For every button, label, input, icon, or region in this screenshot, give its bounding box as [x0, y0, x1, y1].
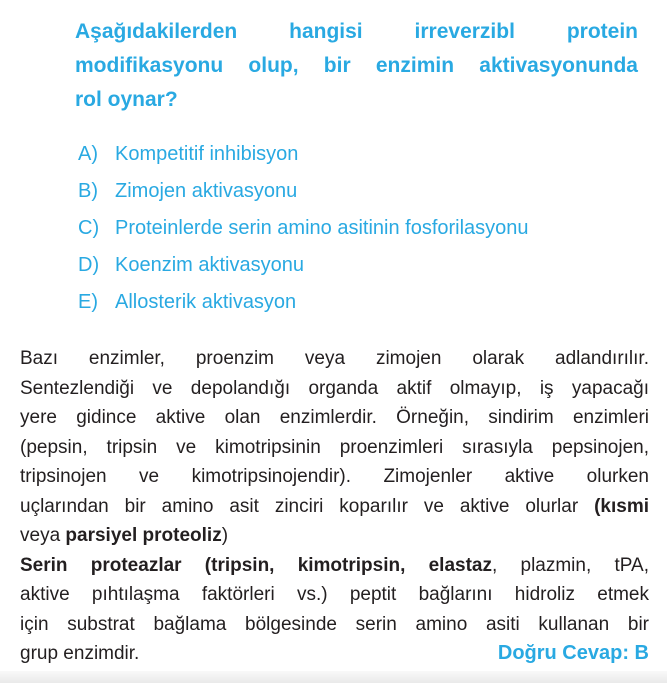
text-line: Serin proteazlar (tripsin, kimotripsin, elastaz, plazmin, tPA, — [20, 554, 649, 576]
correct-answer-label: Doğru Cevap: B — [497, 642, 649, 664]
question-block — [75, 15, 638, 321]
explanation-block — [20, 344, 649, 669]
explanation-last-words: grup enzimdir. — [20, 643, 140, 664]
text-line: Aşağıdakilerden hangisi irreverzibl protein — [75, 20, 638, 43]
option-label: Proteinlerde serin amino asitinin fosforilasyonu — [115, 217, 529, 239]
explanation-final-line — [20, 639, 649, 669]
option-label: Allosterik aktivasyon — [115, 291, 297, 313]
page-bottom-strip — [0, 671, 667, 683]
explanation-text — [20, 344, 649, 639]
options-list — [78, 136, 638, 321]
option-letter: E) — [78, 291, 98, 313]
question-text — [75, 15, 638, 117]
text-line: yere gidince aktive olan enzimlerdir. Örneğin, sindirim enzimleri — [20, 407, 649, 428]
text-line: için substrat bağlama bölgesinde serin amino asiti kullanan bir — [20, 613, 649, 635]
answer-option — [78, 173, 638, 210]
answer-option — [78, 247, 638, 284]
option-label: Kompetitif inhibisyon — [115, 143, 299, 165]
text-line: Bazı enzimler, proenzim veya zimojen olarak adlandırılır. — [20, 348, 649, 369]
option-letter: D) — [78, 254, 100, 276]
text-line: uçlarından bir amino asit zinciri koparılır ve aktive olurlar (kısmi — [20, 495, 649, 517]
answer-option — [78, 136, 638, 173]
option-letter: A) — [78, 143, 98, 165]
text-line: tripsinojen ve kimotripsinojendir). Zimojenler aktive olurken — [20, 466, 649, 487]
answer-option — [78, 210, 638, 247]
option-letter: C) — [78, 217, 100, 239]
option-letter: B) — [78, 180, 98, 202]
text-line: modifikasyonu olup, bir enzimin aktivasyonunda — [75, 54, 638, 77]
text-line: rol oynar? — [75, 88, 178, 111]
text-line: veya parsiyel proteoliz) — [20, 525, 229, 546]
text-line: (pepsin, tripsin ve kimotripsinin proenzimleri sırasıyla pepsinojen, — [20, 436, 649, 458]
text-line: Sentezlendiği ve depolandığı organda aktif olmayıp, iş yapacağı — [20, 377, 649, 399]
text-line: aktive pıhtılaşma faktörleri vs.) peptit bağlarını hidroliz etmek — [20, 584, 649, 605]
option-label: Koenzim aktivasyonu — [115, 254, 304, 276]
option-label: Zimojen aktivasyonu — [115, 180, 298, 202]
answer-option — [78, 284, 638, 321]
